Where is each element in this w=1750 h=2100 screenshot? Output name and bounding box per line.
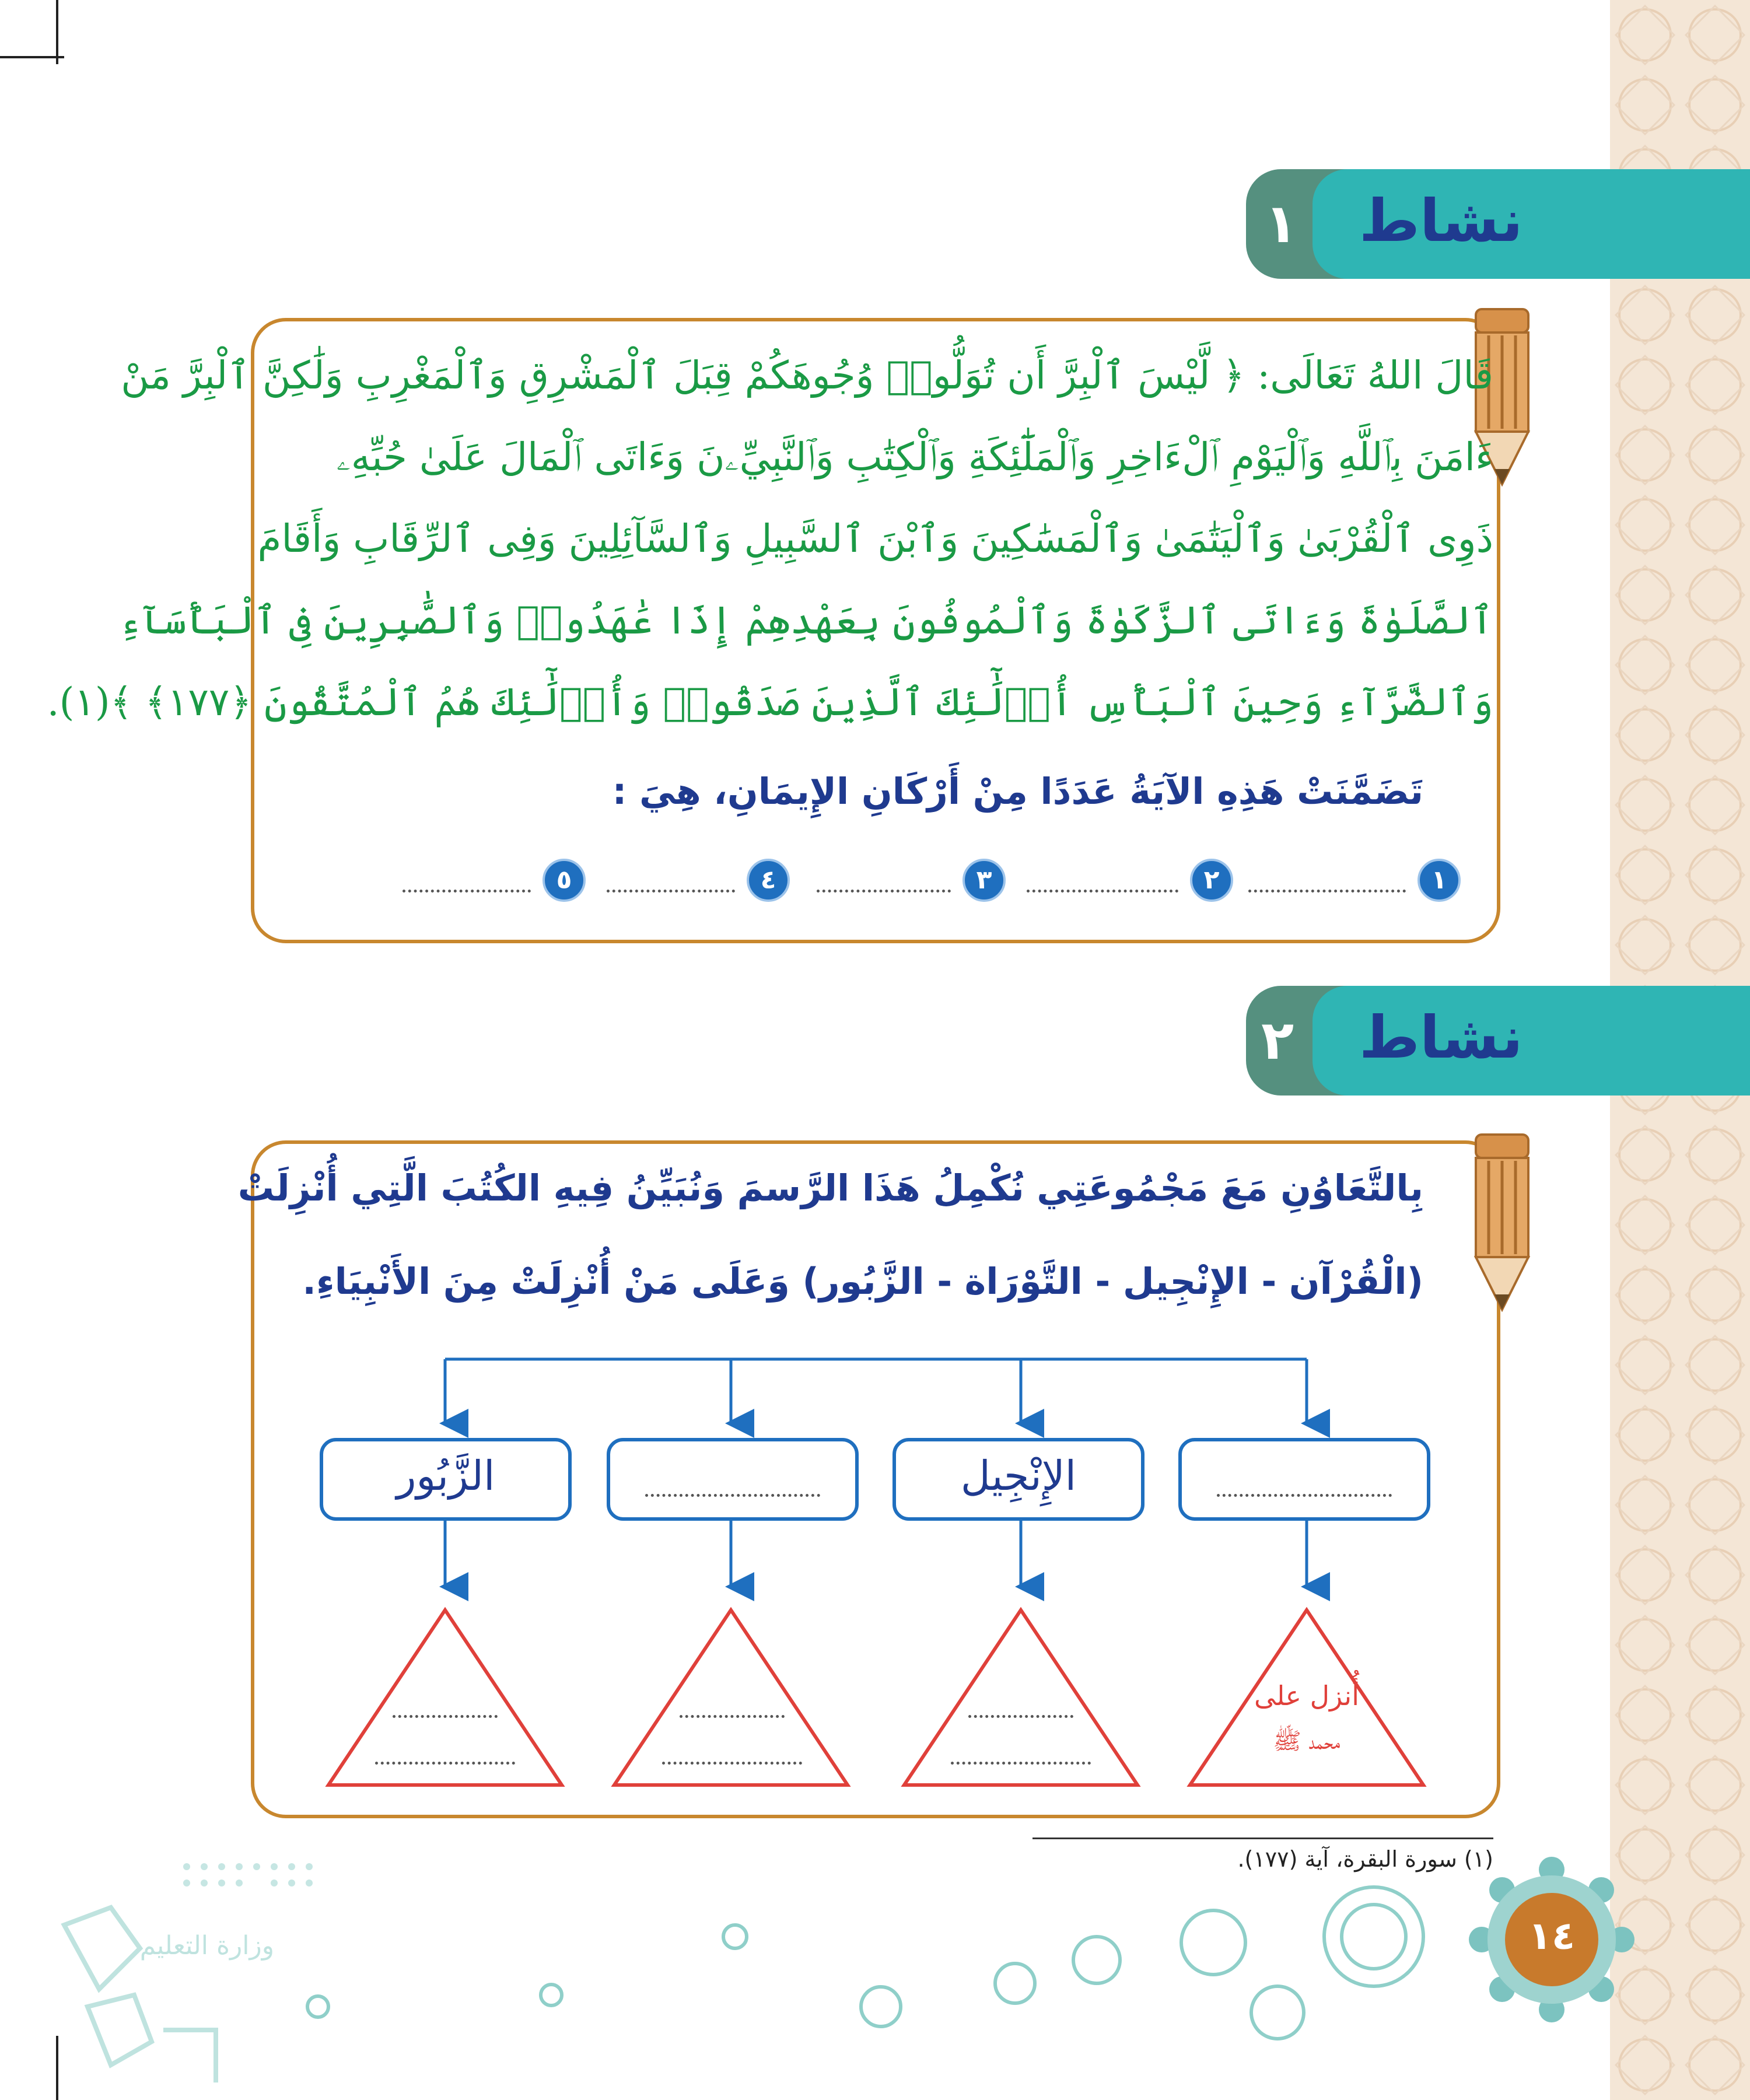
quran-verse-line: ذَوِى ٱلْقُرْبَىٰ وَٱلْيَتَٰمَىٰ وَٱلْمَسَٰكِينَ وَٱبْنَ ٱلسَّبِيلِ وَٱلسَّآئِلِينَ وَفِى ٱلرِّقَابِ وَأَقَامَ [257,516,1493,561]
blank-number-1: ١ [1418,859,1461,902]
prophet-triangle-2 [904,1610,1138,1785]
quran-verse-line: قَالَ اللهُ تَعَالَى: ﴿ لَّيْسَ ٱلْبِرَّ أَن تُوَلُّوا۟ وُجُوهَكُمْ قِبَلَ ٱلْمَشْرِقِ وَٱلْمَغْرِبِ وَلَٰكِنَّ ٱلْبِرَّ مَنْ [121,353,1493,398]
blank-number-5: ٥ [542,859,586,902]
blank-number-3: ٣ [963,859,1006,902]
activity-2-title: نشاط [1359,1003,1523,1072]
book-box-3[interactable] [607,1438,859,1521]
triangle-blank[interactable] [680,1715,785,1718]
book-box-2[interactable] [892,1438,1144,1521]
triangle-1-line1: أُنزل على [1254,1680,1360,1712]
quran-verse-line: وَٱلضَّرَّآءِ وَحِينَ ٱلْبَأْسِ أُو۟لَٰٓئِكَ ٱلَّذِينَ صَدَقُوا۟ وَأُو۟لَٰٓئِكَ هُمُ ٱلْمُتَّقُونَ ﴿١٧٧﴾ ﴾(١). [47,680,1493,724]
activity-1-number: ١ [1265,192,1298,255]
book-box-4[interactable] [320,1438,572,1521]
triangle-blank[interactable] [375,1762,515,1765]
ministry-logo-text: وزارة التعليم [139,1931,274,1961]
footnote: (١) سورة البقرة، آية (١٧٧). [1237,1846,1493,1872]
activity-2-instruction-1: بِالتَّعَاوُنِ مَعَ مَجْمُوعَتِي نُكْمِلُ هَذَا الرَّسمَ وَنُبَيِّنُ فِيهِ الكُتُبَ الَّتِي أُنْزِلَتْ [237,1167,1423,1209]
prophet-triangle-4 [328,1610,562,1785]
triangle-blank[interactable] [968,1715,1073,1718]
triangle-blank[interactable] [393,1715,498,1718]
page-number: ١٤ [1528,1913,1576,1958]
blank-number-4: ٤ [747,859,790,902]
book-blank-3[interactable] [645,1494,820,1497]
triangle-1-line2: محمد ﷺ [1273,1728,1340,1755]
ministry-logo-icon [52,1855,356,2088]
triangle-blank[interactable] [662,1762,802,1765]
quran-verse-line: ٱلصَّلَوٰةَ وَءَاتَى ٱلزَّكَوٰةَ وَٱلْمُوفُونَ بِعَهْدِهِمْ إِذَا عَٰهَدُوا۟ وَٱلصَّٰبِرِينَ فِى ٱلْبَأْسَآءِ [118,598,1493,643]
blank-number-2: ٢ [1190,859,1233,902]
book-blank-1[interactable] [1217,1494,1392,1497]
quran-verse-line: ءَامَنَ بِٱللَّهِ وَٱلْيَوْمِ ٱلْءَاخِرِ وَٱلْمَلَٰٓئِكَةِ وَٱلْكِتَٰبِ وَٱلنَّبِيِّۦنَ وَءَاتَى ٱلْمَالَ عَلَىٰ حُبِّهِۦ [336,435,1493,480]
activity-1-title: نشاط [1359,187,1523,255]
activity-2-instruction-2: (الْقُرْآن - الإِنْجِيل - التَّوْرَاة - الزَّبُور) وَعَلَى مَنْ أُنْزِلَتْ مِنَ الأَنْبِيَاءِ. [302,1260,1423,1303]
book-label-injil: الإِنْجِيل [960,1452,1077,1500]
book-label-zabur: الزَّبُور [396,1452,495,1500]
activity-2-number: ٢ [1261,1009,1294,1072]
book-box-1[interactable] [1178,1438,1430,1521]
triangle-blank[interactable] [951,1762,1091,1765]
prophet-triangle-3 [614,1610,848,1785]
activity-1-prompt: تَضَمَّنَتْ هَذِهِ الآيَةُ عَدَدًا مِنْ أَرْكَانِ الإِيمَانِ، هِيَ : [612,770,1423,813]
